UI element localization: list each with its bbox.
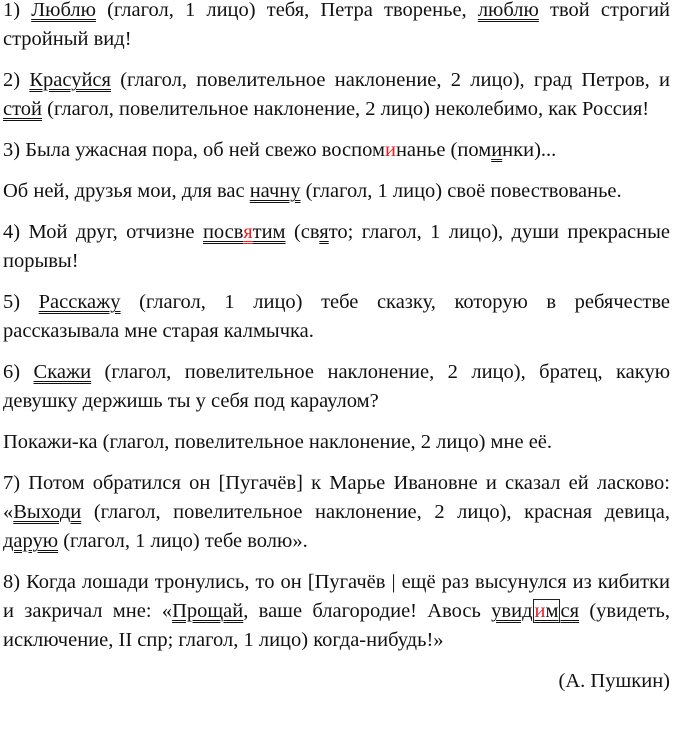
text-segment: твой строгий стройный вид! (3, 0, 671, 50)
text-segment: (глагол, повелительное наклонение, 2 лицо), братец, какую девушку держишь ты у себя под караулом? (3, 361, 671, 412)
underlined-word: Выходи (13, 501, 82, 523)
text-segment: то; глагол, 1 лицо), души прекрасные порывы! (3, 221, 670, 272)
underlined-word: и (491, 139, 503, 161)
text-segment: (глагол, повелительное наклонение, 2 лицо) неколебимо, как Россия! (42, 98, 650, 120)
paragraph (3, 469, 670, 556)
paragraph (3, 136, 670, 165)
text-segment: 1) (3, 0, 32, 21)
signature: (А. Пушкин) (558, 670, 670, 692)
text-segment: , ваше благородие! Авось (243, 600, 492, 622)
underlined-word: посв (202, 221, 244, 243)
text-segment: (увидеть, исключение, II спр; глагол, 1 лицо) когда-нибудь!» (3, 600, 671, 651)
underlined-word: стой (3, 98, 43, 120)
paragraph (3, 0, 670, 54)
text-segment: 4) Мой друг, отчизне (3, 221, 203, 243)
boxed-letters (533, 599, 561, 623)
text-segment: нанье (пом (395, 139, 492, 161)
underlined-word: дарую (3, 530, 59, 552)
highlighted-letter: и (384, 139, 396, 161)
text-segment: (глагол, повелительное наклонение, 2 лицо), град Петров, и (110, 69, 671, 91)
text-segment: (глагол, 1 лицо) тебя, Петра творенье, (95, 0, 478, 21)
underlined-word: люблю (477, 0, 539, 21)
text-segment: 3) Была ужасная пора, об ней свежо воспом (3, 139, 385, 161)
highlighted-letter: я (243, 221, 253, 243)
underlined-word: я (319, 221, 329, 243)
highlighted-letter: и (534, 600, 546, 622)
text-segment: Об ней, друзья мои, для вас (3, 180, 250, 202)
text-segment: (глагол, 1 лицо) тебе волю». (58, 530, 308, 552)
underlined-word: Расскажу (38, 291, 121, 313)
paragraph (3, 218, 670, 276)
paragraph (3, 177, 670, 206)
text-segment: (глагол, 1 лицо) тебе сказку, которую в ребячестве рассказывала мне старая калмычка. (3, 291, 671, 342)
text-segment: (глагол, 1 лицо) своё повествованье. (300, 180, 622, 202)
underlined-word: увид (491, 600, 533, 622)
text-segment: м (545, 600, 559, 622)
text-segment: нки)... (502, 139, 557, 161)
text-segment: 6) (3, 361, 34, 383)
paragraph (3, 428, 670, 457)
underlined-word: начну (249, 180, 301, 202)
text-body (3, 0, 670, 655)
text-segment: (глагол, повелительное наклонение, 2 лицо), красная девица, (81, 501, 670, 523)
text-segment: 5) (3, 291, 39, 313)
text-segment: (св (285, 221, 320, 243)
paragraph (3, 288, 670, 346)
underlined-word: ся (560, 600, 580, 622)
underlined-word: тим (252, 221, 286, 243)
text-segment: Покажи-ка (глагол, повелительное наклонение, 2 лицо) мне её. (3, 431, 553, 453)
text-segment: 8) Когда лошади тронулись, то он [Пугачёв | ещё раз высунулся из кибитки и закричал мне: « (3, 571, 670, 622)
underlined-word: Люблю (31, 0, 96, 21)
underlined-word: Прощай (172, 600, 244, 622)
text-segment: 7) Потом обратился он [Пугачёв] к Марье Ивановне и сказал ей ласково: « (3, 472, 670, 523)
paragraph (3, 66, 670, 124)
underlined-word: Скажи (33, 361, 92, 383)
paragraph (3, 358, 670, 416)
underlined-word: Красуйся (29, 69, 111, 91)
text-segment: 2) (3, 69, 30, 91)
paragraph (3, 568, 670, 655)
